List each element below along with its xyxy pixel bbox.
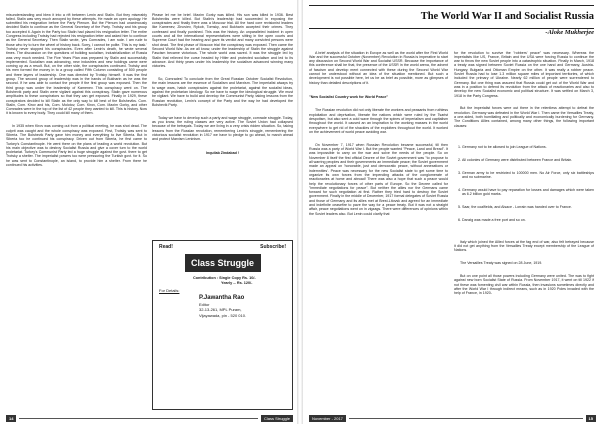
yearly-rate: Yearly -- Rs. 120/- bbox=[221, 281, 253, 285]
paragraph: for the revolution to survive the "robbers' peace" was necessary. Whereas the imperialists like US, France, Britain and the USA were forcing Russia to continue the war to throw the new Soviet people into a catastrophic situation. Finally in March, 1918 a treaty was signed between Soviet Russia on the one hand and Germany, Austria-Hungary, Bulgaria and Ottoman Empire on the other. It was really a robber peace. Soviet Russia had to lose 1.3 million square miles of important territories, of which included the primary of Ukraine. Nearly 62 million of people were surrendered to Germany. But one thing was assured that Russia could get out of the World War and was in a position to defend its revolution from the attack of reactionaries and also to develop the new Socialist economic and political structure. It was settled on March 3, 1918 in the Party Congress. bbox=[454, 50, 595, 98]
left-page-column-2 bbox=[152, 4, 293, 236]
for-details-label: For Details: bbox=[159, 288, 180, 293]
publication-name: Class Struggle bbox=[261, 415, 293, 422]
article-byline: -Aloke Mukherjee bbox=[545, 29, 594, 36]
list-item: 4. Germany would have to pay reparation for losses and damages which were taken as 6.2 billion gold marks. bbox=[462, 188, 594, 197]
page-number: 14 bbox=[6, 415, 16, 422]
left-page-footer bbox=[6, 414, 293, 422]
paragraph: But the imperialist forces were out there in the relentless attempt to defeat the revolution. Germany was defeated in the World War I. Then came the Versailles Treaty, a one-sided, both humiliating and politically and economically burdening for Germany. The Conditions Allies contained, among many other things, the following important clauses: bbox=[454, 106, 595, 128]
page-number: 15 bbox=[586, 415, 596, 422]
right-page bbox=[303, 0, 600, 424]
contribution-label: Contribution : Single Copy Rs. 10/- bbox=[193, 276, 256, 280]
article-title-bar bbox=[309, 5, 594, 29]
subscription-rates bbox=[193, 276, 292, 286]
footer-rule bbox=[19, 418, 258, 419]
list-item: 3. German army to be restricted to 100000 men. No Air Force, only six battleships and no submarine. bbox=[462, 171, 594, 180]
paragraph: So, Comrades! To conclude from the Great Russian October Socialist Revolution, the main lessons are the essence of Socialism and Marxism. The imperialist always try to wage wars, hatch conspiracies against the proletariat, against the socialist ideas, against the proletarian ideology. So we have to wage the ideological struggle. We must be vigilant. We have to build and develop the Communist Party, taking lessons from the Russian revolution, Lenin's concept of the Party and the way he had developed the Bolshevik Party. bbox=[152, 77, 294, 107]
paragraph: In 1935 when Kirov was coming out from a political meeting, he was shot dead. The culprit was caught and the whole conspiracy was exposed. First, Trotsky was sent to Siberia. The Bolshevik Party gave him money and everything to live Siberia. But in Siberia too he continued his conspiracy. Driven out from Siberia, he first came to Turkey's Constantinople. He went there on the plans of leading a world revolution. But his main objective was to destroy Socialist Russia and give a cover turn to the world proletariat. Turkey's Communist Party led a huge struggle against the govt. there to get Trotsky a shelter. The imperialist powers too were pressuring the Turkish govt. for it. So he was sent to Constantinople, an island, to provide him a shelter. From there he continued his activities. bbox=[6, 124, 148, 167]
list-item: 1. Germany not to be allowed to join League of Nations. bbox=[462, 145, 594, 149]
class-struggle-banner: Class Struggle bbox=[185, 254, 261, 272]
paragraph: The Versailles Treaty was signed on 28 June, 1919. bbox=[460, 261, 543, 266]
footer-rule bbox=[349, 418, 583, 419]
editor-name: P.Jawantha Rao bbox=[199, 294, 245, 301]
list-item: 6. Danzig was made a free port and so on. bbox=[462, 218, 594, 222]
treaty-clauses-list bbox=[454, 137, 594, 232]
section-heading: "New Socialist Country work for World Peace" bbox=[309, 94, 389, 99]
paragraph: Italy which joined the Allied forces at the fag end of war, also felt betrayed because it did not get anything from the Versailles Treaty except membership of the League of Nations. bbox=[454, 239, 595, 253]
address-line-1: 32-13-261, MPL Puram, bbox=[199, 307, 242, 313]
paragraph: Please let me be brief. Maxim Gorky was killed. His son was killed in 1936. Best Bolsheviks were killed. But Stalin's leadership had succeeded in exposing the conspiracies and finally there was a Moscow trial. All the hard core revisionist leaders like Kamenev, Zinoviev, Rykob, Tomsky, and Bukharin accepted their crimes. They confessed and finally punished. This was the history. An unparalleled incident in open courts and all the international representatives were sitting in the open courts and Supreme Court had the hearing and gave its verdict and many convicted persons were shot dead. The first phase of Moscow trial the conspiracy was exposed. Then came the Second World War. As we all know, under the leadership of Stalin the struggle against Fascism became victorious. The whole world was saved. It was the struggle led by Stalin that relieved the curse headed by Hitler and protected socialism and led to its advance. And thirty years under his leadership the socialism advanced winning many victories. bbox=[152, 12, 294, 69]
issue-date: November - 2017 bbox=[309, 415, 346, 422]
list-item: 2. All colonies of Germany were distributed between France and Britain. bbox=[462, 158, 594, 162]
right-page-footer bbox=[309, 414, 596, 422]
closing-slogan: Inquilab Zindabad ! bbox=[206, 151, 239, 156]
paragraph: misunderstanding and blew it into a rift between Lenin and Stalin. But they miserably failed. Stalin was very much annoyed by these attempts. He made an open apology. He submitted his resignation before the Party Plenum. But the Plenum had unanimously decided Stalin to continue as the General Secretary of the Party. Trotsky and his group too accepted it. Again in the Party too Stalin had placed his resignation letter. The entire Congress including Trotsky had rejected his resignation letter and asked him to continue as the General Secretary. Then Stalin wrote, 'yes Comrades, I am rude. I am rude to those who try to turn the wheel of history back. Sorry, I cannot be polite. This is my task.' Trotsky never stopped his conspiracies. Even after Lenin's death, he wrote several times. The discussion on the questions of building socialism, industrialization of Russia was very much needed. The Five Years Plan was prepared by Stalin and successfully implemented. Socialism was advancing, new industries and new holdings came were coming up as a result. But, on the other side, the conspiracies continued. Trotsky and his men formed the money in to a group called Fifth Column consisting of 500 people and three layers of leadership. One was directed by Trotsky himself. It was the first group. The second group of leadership was in the hands of Bukharin as he was the second. If he was able to contact the people if the first group was exposed. Then the third group was under the leadership of Kamenev. This conspiracy went on. The Bolshevik party and Stalin were vigilant against this conspiracy. Stalin gave numerous amplitudes to these conspirators so that they can get exposed. Finally in 1929, these conspirators decided to kill Stalin as the only way to kill best of the Bolsheviks. Com. Stalin, Com. Kirov and his, Com. Molotov, Com. Kirov, Com. Maxim Gorky, and other Comrades were in the top of the list of 42 people they wanted to kill. This is history. Now it is known to every body. They could kill many of them. bbox=[6, 12, 148, 116]
editor-title: Editor bbox=[199, 301, 210, 307]
address-line-2: Vijayawada, pin - 520 010. bbox=[199, 312, 247, 318]
right-page-column-1 bbox=[309, 42, 448, 410]
subscription-box bbox=[152, 240, 293, 410]
read-label: Read! bbox=[159, 244, 173, 250]
subscribe-label: Subscribe! bbox=[260, 244, 286, 250]
article-title: The World War II and Socialist Russia bbox=[420, 11, 594, 22]
paragraph: Today we have to develop such a party and wage struggle, comrade struggle. Today, as you know, the ruling classes are very active. The Soviet Union had collapsed because of the betrayals. Today we are living in a very crisis ridden situation. So, taking lessons from the Russian revolution, remembering Lenin's struggle, remembering the victorious socialist revolution in 1917 we have to pledge to go ahead, to march ahead and protect Marxism Leninism. bbox=[152, 115, 294, 142]
left-page bbox=[0, 0, 297, 424]
list-item: 5. Saar, the coalfields, and Alsace - Lorrain was handed over to France. bbox=[462, 205, 594, 209]
left-page-column-1 bbox=[6, 4, 147, 412]
right-page-column-2 bbox=[454, 42, 594, 410]
paragraph: A brief analysis of the situation in Europe as well as the world after the First World War and the successful October (November) Revolution in Russia is imperative to start any discussion on Second World War and Socialist USSR. Because the importance of this conference shall be that, the presence of the USSR in the world arena, the advent of fascism and develop ment connected with these during the Second World War cannot be understood without an idea of the situation mentioned. But such a development is not possible here, let us be as brief as possible, more as glimpses of history than detailed descriptions of it. bbox=[309, 50, 449, 85]
contact-details bbox=[159, 288, 292, 318]
paragraph: On November 7, 1917 when Russian Revolution became successful, till then Russia was a party of World War I. But the people wanted "Peace, Land and Bread". It was impossible to carry on the war and solve the needs of the people. So on November 8 itself the first official Decree of the Soviet government was "to propose to all warring peoples and their governments an immediate peace; the Soviet government made an appeal on 'honorable, just and democratic peace, without annexations or indemnities'. Peace was necessary for the new Socialist state to get some time to organize its own forces from the impending attacks of the conglomerate of reactionaries at home and abroad! There was also a hope that such a peace would help the revolutionary forces of other parts of Europe. So the Decree called for "immediate negotiations for peace". But neither the allies nor the Germans came forward for such negotiation at first. Rather they tried hard to destroy the Soviet government. Finally in the middle of December, 1917 formal delegates of Soviet Russia and those of Germany and its allies met at Brest-Litovsk and agreed for an immediate and indefinite ceasefire to pave the way for a peace treaty. But it was not a straight affair, peace negotiations went on in zigzags. There were differences of opinions within the Soviet leaders also. But Lenin could clarify that bbox=[309, 142, 449, 216]
paragraph: The Russian revolution did not only liberate the workers and peasants from ruthless exploitation and deprivation, liberate the nations which were ruled by the Tsarist despotism, but also sent a cold wave through the spines of imperialism and capitalism throughout the world. It caused an an inspiration to the working masses in the world everywhere to get rid of the shackles of the exploiters throughout the world. It worked on the achievement of world peace avoiding war. bbox=[309, 108, 449, 134]
paragraph: But on one point all those powers including Germany were united. The was to fight against new born Socialist State of Russia. From November 1917, it went on till 1922 if not these was fomenting civil war within Russia, then invasions sometimes directly and after the World War I through indirect means, such as in 1920 Poles invaded with the help of France, in 1920- bbox=[454, 274, 595, 296]
